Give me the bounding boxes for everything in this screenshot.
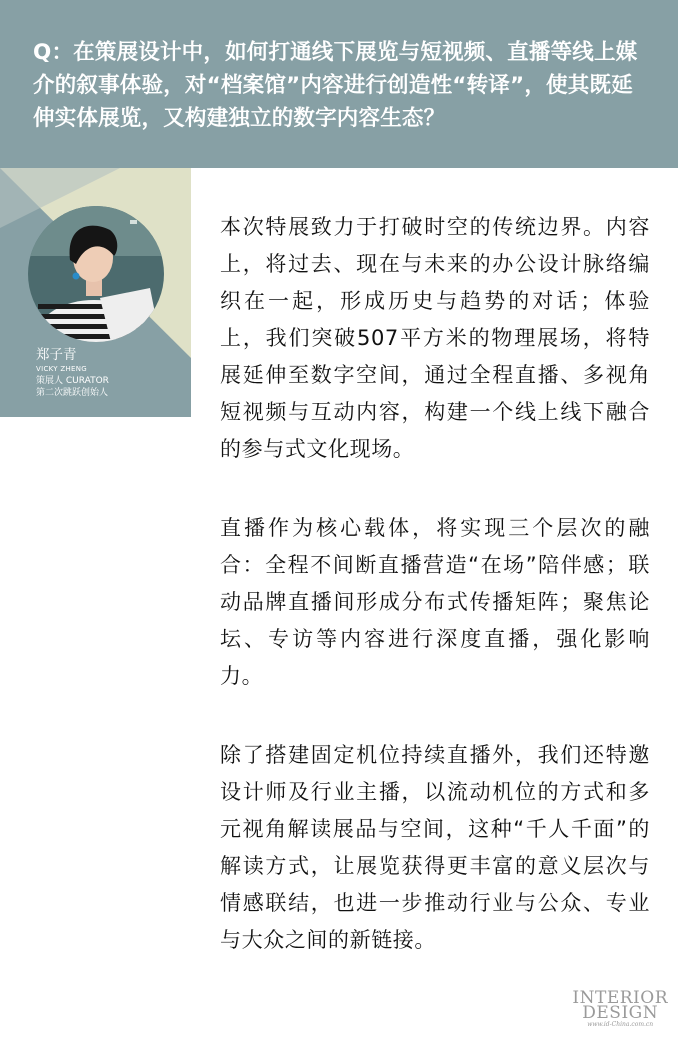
- logo-line-2: DESIGN: [582, 1003, 659, 1023]
- profile-title: 第二次跳跃创始人: [36, 388, 109, 398]
- interior-design-logo: [572, 988, 668, 1029]
- question-text: Q：在策展设计中，如何打通线下展览与短视频、直播等线上媒介的叙事体验，对“档案馆”内容进行创造性“转译”，使其既延伸实体展览，又构建独立的数字内容生态？: [33, 40, 638, 131]
- logo-url: www.id-China.com.cn: [587, 1021, 654, 1028]
- answer-paragraph: 除了搭建固定机位持续直播外，我们还特邀设计师及行业主播，以流动机位的方式和多元视角解读展品与空间，这种“千人千面”的解读方式，让展览获得更丰富的意义层次与情感联结，也进一步推动行业与公众、专业与大众之间的新链接。: [220, 743, 650, 952]
- profile-card: [0, 168, 191, 417]
- logo-line-1: INTERIOR: [572, 988, 668, 1008]
- answer-body: [220, 209, 650, 1001]
- profile-name: 郑子青: [36, 347, 77, 363]
- answer-paragraph: 本次特展致力于打破时空的传统边界。内容上，将过去、现在与未来的办公设计脉络编织在一起，形成历史与趋势的对话；体验上，我们突破507平方米的物理展场，将特展延伸至数字空间，通过全程直播、多视角短视频与互动内容，构建一个线上线下融合的参与式文化现场。: [220, 215, 650, 461]
- answer-paragraph: 直播作为核心载体，将实现三个层次的融合：全程不间断直播营造“在场”陪伴感；联动品牌直播间形成分布式传播矩阵；聚焦论坛、专访等内容进行深度直播，强化影响力。: [220, 516, 650, 688]
- question-header: [0, 0, 678, 168]
- profile-role: 策展人 CURATOR: [36, 376, 109, 386]
- profile-name-en: VICKY ZHENG: [36, 365, 88, 373]
